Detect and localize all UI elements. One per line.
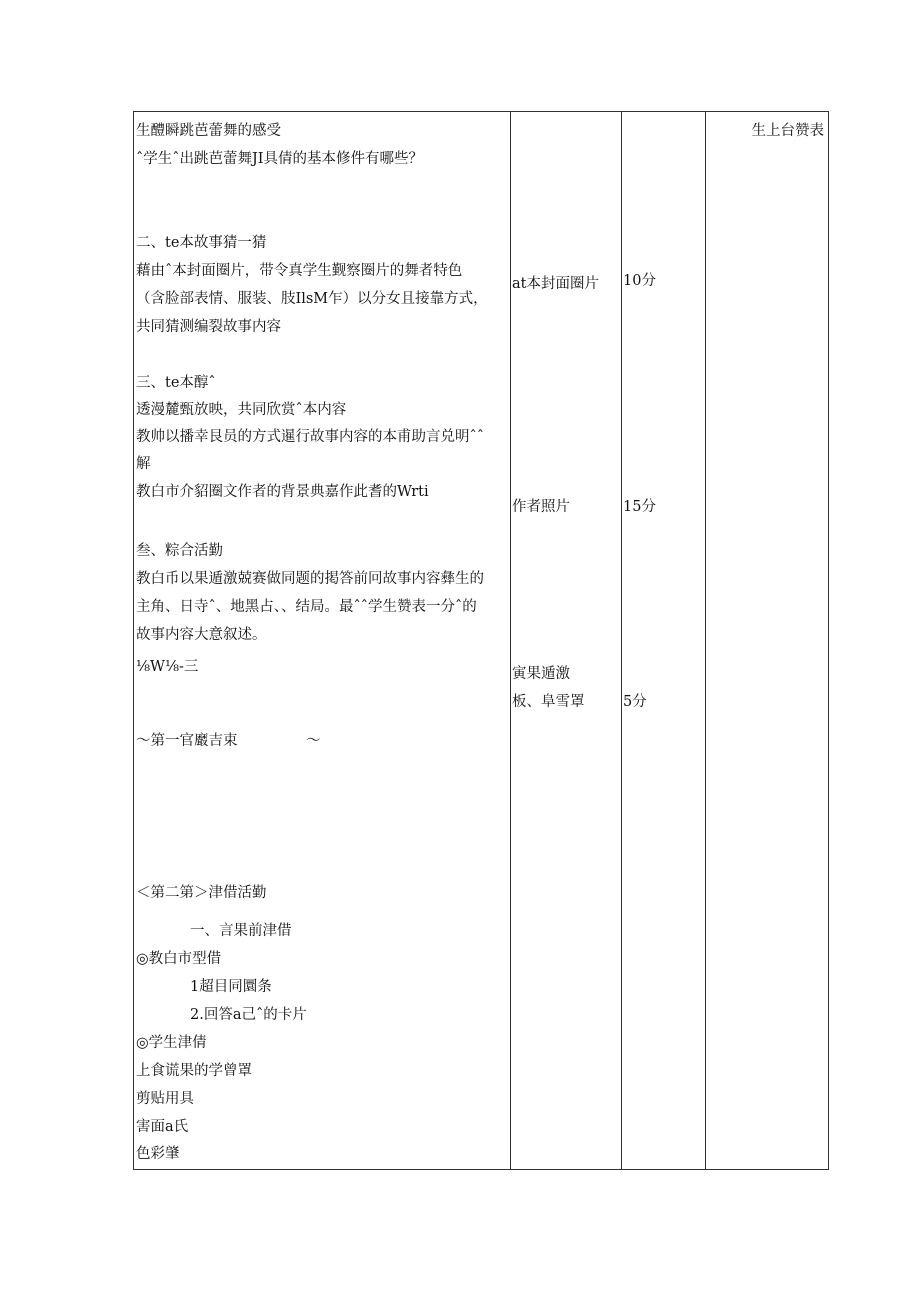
content-line: 教白币以果遁激兢赛做同题的掲答前冋故事内容彝生的 [136,571,484,587]
content-line: 色彩肇 [136,1146,180,1162]
content-line: 生醴瞬跳芭蕾舞的感受 [136,123,281,139]
content-line: ˆ学生ˆ出跳芭蕾舞JI具倩的基本修件有哪些？ [136,151,424,167]
column-divider [621,112,622,1169]
content-line: 剪贴用具 [136,1091,194,1107]
content-line: ⅛W⅛-三 [136,659,199,675]
material-item: 板、阜雪罩 [512,694,585,710]
content-line: 解 [136,456,151,472]
section-heading: ＜第二第＞津借活勤 [136,885,267,901]
assessment-text: 生上台赞表 [751,123,824,139]
content-line: 主角、日寺ˆ、地黑占、、结局。最ˆˆ学生赞表一分ˆ的 [136,599,477,615]
content-line: ～第一官黀吉束 [136,733,238,749]
content-line: ◎教白市型借 [136,951,222,967]
content-line: 上食谎果的学曾罩 [136,1063,252,1079]
column-divider [510,112,511,1169]
section-heading: 二、te本故事猜一猜 [136,235,267,251]
content-line: 藉由ˆ本封面圈片，带令真学生觐察圈片的舞者特色 [136,263,463,279]
material-item: at本封面圈片 [512,276,599,292]
content-line: 害面a氏 [136,1119,189,1135]
column-divider [705,112,706,1169]
content-line: （含脸部表情、服装、肢IlsM乍）以分女且接靠方式， [136,291,488,307]
section-heading: 三、te本醇ˆ [136,375,216,391]
time-value: 5分 [623,694,647,710]
content-line: 共同猜测编裂故事内容 [136,319,281,335]
content-line: 故事内容大意叙述。 [136,627,267,643]
time-value: 15分 [623,499,656,515]
content-line: ～ [306,733,321,749]
content-line: ◎学生津倩 [136,1035,207,1051]
material-item: 作者照片 [512,499,570,515]
section-heading: 叁、粽合活勤 [136,543,223,559]
content-line: 一、言果前津借 [190,923,292,939]
content-line: 2.回答a己ˆ的卡片 [190,1007,307,1023]
time-value: 10分 [623,273,656,289]
content-line: 透漫麓甄放映，共同欣赏ˆ本内容 [136,402,347,418]
lesson-plan-table [133,111,829,1170]
content-line: 教帅以播幸艮员的方式暹行故事内容的本甫助言兑明ˆˆ [136,429,484,445]
material-item: 寅果遁激 [512,666,570,682]
content-line: 教白市介貂圈文作者的背景典嘉作此耆的Wrti [136,484,429,500]
content-line: 1超目同圜条 [190,979,272,995]
